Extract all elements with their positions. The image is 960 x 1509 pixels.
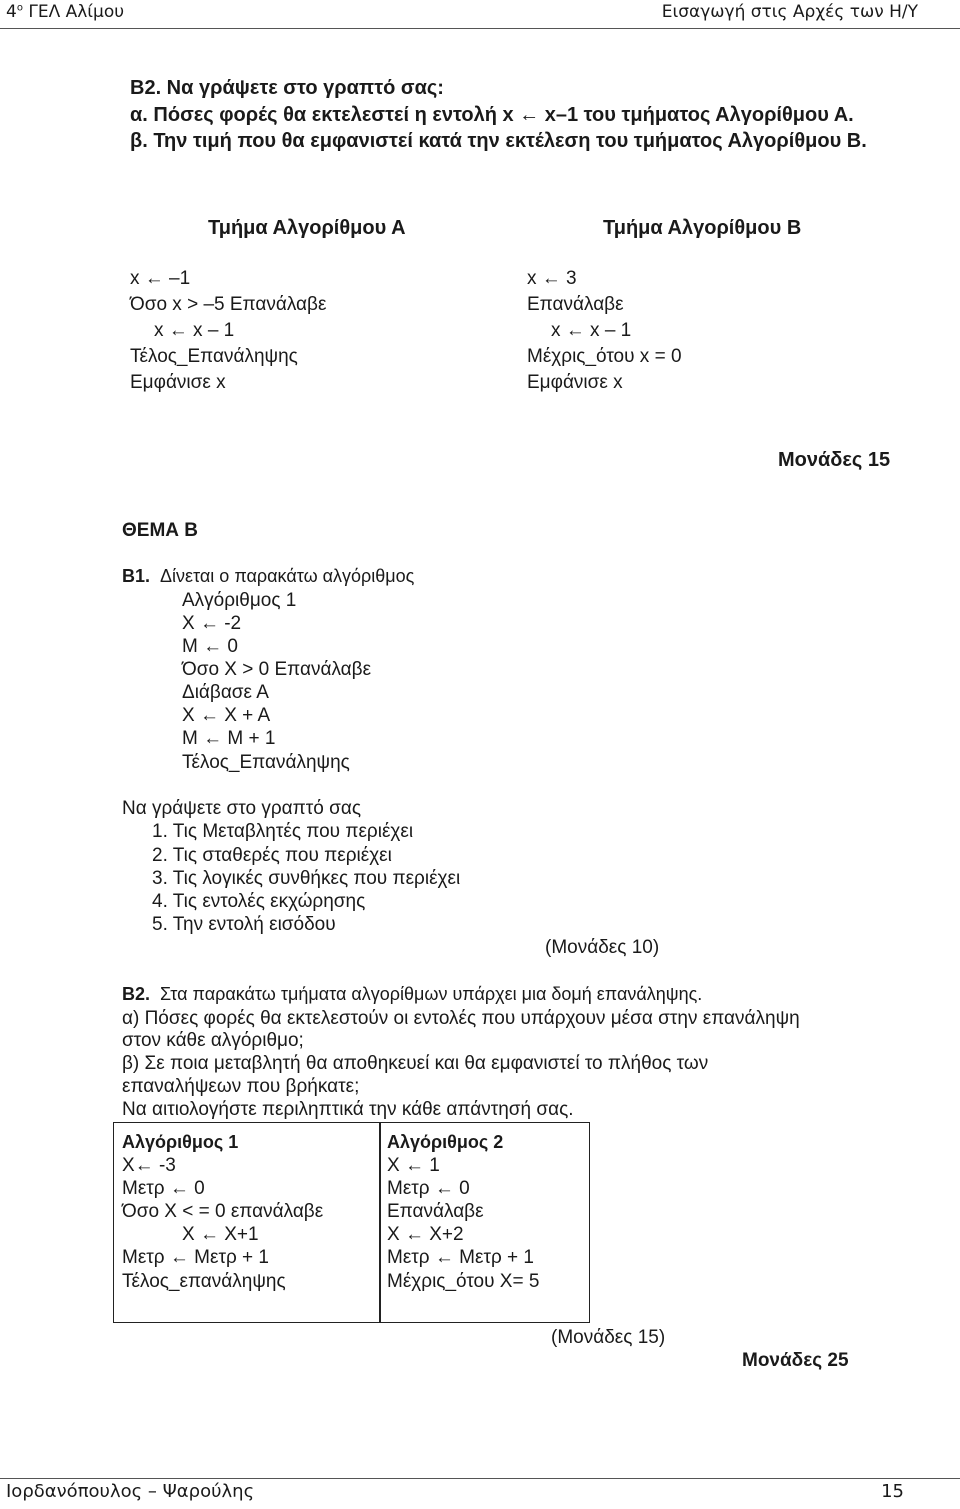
b2-line-1: α) Πόσες φορές θα εκτελεστούν οι εντολές που υπάρχουν μέσα στην επανάληψη [122, 1008, 800, 1029]
b2-line-2: στον κάθε αλγόριθμο; [122, 1030, 304, 1051]
section1-item-b: β. Την τιμή που θα εμφανιστεί κατά την εκτέλεση του τμήματος Αλγορίθμου Β. [130, 130, 867, 152]
theme-heading: ΘΕΜΑ Β [122, 520, 198, 541]
page-footer [0, 1478, 960, 1509]
b1-label: Β1. [122, 566, 151, 586]
algo-a-line-1: x ← –1 [130, 268, 191, 289]
section3-points-total: Μονάδες 25 [742, 1350, 849, 1371]
section1-item-a: α. Πόσες φορές θα εκτελεστεί η εντολή x ← x–1 του τμήματος Αλγορίθμου Α. [130, 104, 854, 126]
algorithm-line-7: M ← M + 1 [182, 728, 276, 749]
section2-points: (Μονάδες 10) [545, 937, 660, 958]
page-number: 15 [881, 1481, 904, 1502]
algo-a-line-5: Εμφάνισε x [130, 372, 226, 393]
algo-b-line-1: x ← 3 [527, 268, 577, 289]
table-divider [379, 1123, 381, 1322]
table-algo2-line-4: X ← X+2 [387, 1224, 464, 1245]
table-algo1-line-6: Τέλος_επανάληψης [122, 1271, 286, 1292]
header-school: $4^o$ ΓΕΛ Αλίμου [6, 2, 125, 22]
algo-a-line-3: x ← x – 1 [154, 320, 235, 341]
table-algo2-line-3: Επανάλαβε [387, 1201, 484, 1222]
table-algo2-title: Αλγόριθμος 2 [387, 1132, 504, 1152]
section3-points-sub: (Μονάδες 15) [551, 1327, 666, 1348]
footer-authors: Ιορδανόπουλος – Ψαρούλης [6, 1481, 255, 1502]
table-algo1-line-2: Μετρ ← 0 [122, 1178, 205, 1199]
task-intro: Να γράψετε στο γραπτό σας [122, 798, 361, 819]
algo-b-line-4: Μέχρις_ότου x = 0 [527, 346, 682, 367]
table-algo1-line-1: X← -3 [122, 1155, 176, 1176]
b2-line-4: επαναλήψεων που βρήκατε; [122, 1076, 360, 1097]
section1-heading: Β2. Να γράψετε στο γραπτό σας: [130, 77, 444, 99]
algorithm-line-6: X ← X + A [182, 705, 271, 726]
algo-a-line-2: Όσο x > –5 Επανάλαβε [130, 294, 327, 315]
table-algo1-line-3: Όσο X < = 0 επανάλαβε [122, 1201, 324, 1222]
algorithm-line-5: Διάβασε Α [182, 682, 269, 703]
task-4: 4. Τις εντολές εκχώρησης [152, 891, 366, 912]
table-algo1-line-4: X ← X+1 [182, 1224, 259, 1245]
page-header [0, 0, 960, 29]
task-1: 1. Τις Μεταβλητές που περιέχει [152, 821, 414, 842]
b1-intro: Δίνεται ο παρακάτω αλγόριθμος [160, 566, 415, 586]
algorithm-line-2: X ← -2 [182, 613, 242, 634]
algorithm-line-8: Τέλος_Επανάληψης [182, 752, 350, 773]
table-algo2-line-6: Μέχρις_ότου X= 5 [387, 1271, 540, 1292]
b2-line-5: Να αιτιολογήστε περιληπτικά την κάθε απάντησή σας. [122, 1099, 574, 1120]
b2-line-3: β) Σε ποια μεταβλητή θα αποθηκευεί και θα εμφανιστεί το πλήθος των [122, 1053, 709, 1074]
b2-intro: Στα παρακάτω τμήματα αλγορίθμων υπάρχει μια δομή επανάληψης. [160, 984, 703, 1004]
algo-a-title: Τμήμα Αλγορίθμου Α [208, 217, 406, 239]
section1-points: Μονάδες 15 [778, 449, 891, 471]
task-5: 5. Την εντολή εισόδου [152, 914, 336, 935]
algorithm-line-1: Αλγόριθμος 1 [182, 590, 297, 611]
task-2: 2. Τις σταθερές που περιέχει [152, 845, 392, 866]
algo-b-title: Τμήμα Αλγορίθμου Β [603, 217, 802, 239]
task-3: 3. Τις λογικές συνθήκες που περιέχει [152, 868, 461, 889]
table-algo2-line-1: X ← 1 [387, 1155, 440, 1176]
header-course: Εισαγωγή στις Αρχές των Η/Υ [661, 2, 918, 22]
algo-b-line-3: x ← x – 1 [551, 320, 632, 341]
table-algo1-title: Αλγόριθμος 1 [122, 1132, 239, 1152]
b2-label: Β2. [122, 984, 151, 1004]
algo-b-line-2: Επανάλαβε [527, 294, 624, 315]
algo-b-line-5: Εμφάνισε x [527, 372, 623, 393]
table-algo2-line-5: Μετρ ← Μετρ + 1 [387, 1247, 534, 1268]
table-algo2-line-2: Μετρ ← 0 [387, 1178, 470, 1199]
algo-a-line-4: Τέλος_Επανάληψης [130, 346, 298, 367]
algorithm-line-4: Όσο X > 0 Επανάλαβε [182, 659, 372, 680]
algorithm-line-3: M ← 0 [182, 636, 238, 657]
table-algo1-line-5: Μετρ ← Μετρ + 1 [122, 1247, 269, 1268]
